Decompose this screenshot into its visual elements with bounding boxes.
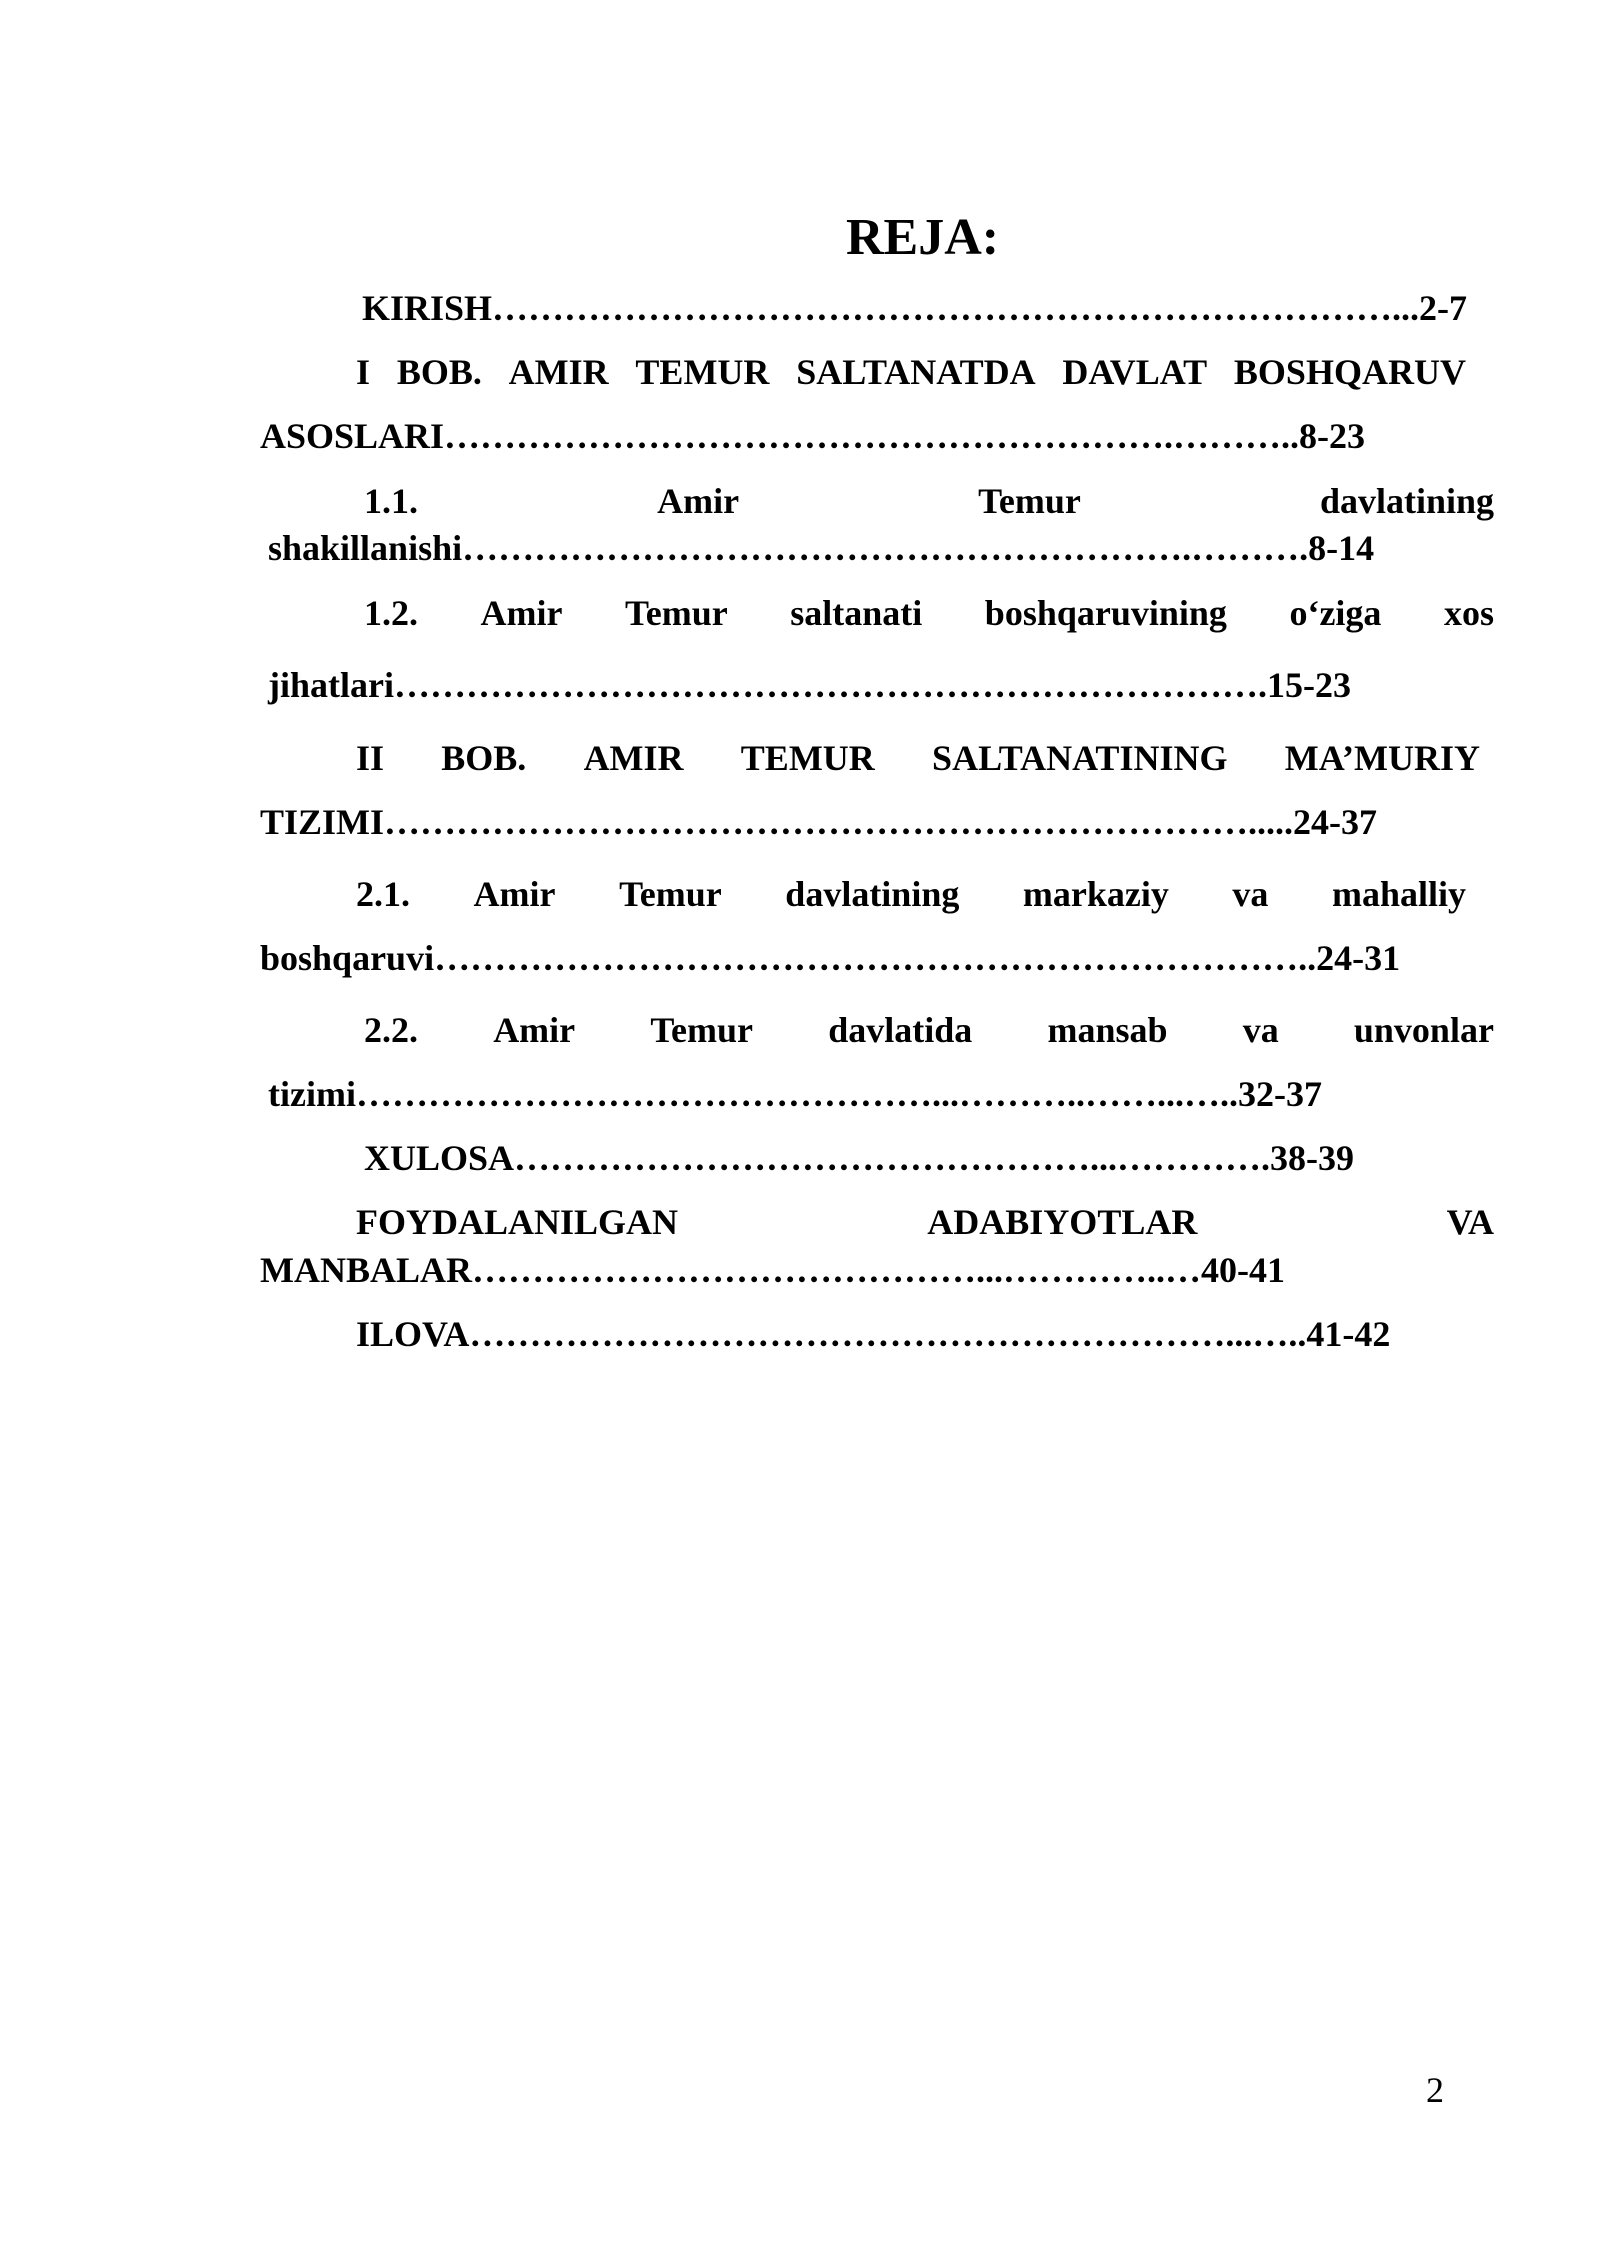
toc-word: va	[1242, 1010, 1279, 1050]
toc-word: xos	[1443, 593, 1494, 633]
toc-section-2-2-cont: tizimi…………………………………………...………..……...…..32-37	[268, 1074, 1322, 1114]
toc-word: Amir	[480, 593, 563, 633]
toc-word: DAVLAT	[1062, 352, 1208, 392]
toc-entry-foydalanilgan-cont: MANBALAR……………………………………...…………..…40-41	[260, 1250, 1285, 1290]
toc-word: AMIR	[583, 738, 684, 778]
toc-word: unvonlar	[1353, 1010, 1494, 1050]
toc-entry-foydalanilgan	[356, 1204, 1494, 1240]
toc-word: 1.1.	[364, 481, 418, 521]
toc-word: Temur	[619, 874, 722, 914]
toc-entry-xulosa: XULOSA…………………………………………...………….38-39	[364, 1138, 1355, 1178]
toc-word: markaziy	[1022, 874, 1169, 914]
toc-section-2-1-cont: boshqaruvi………………………………………………………………..24-31	[260, 938, 1401, 978]
toc-word: va	[1232, 874, 1269, 914]
toc-word: Temur	[978, 481, 1081, 521]
toc-word: 2.1.	[356, 874, 410, 914]
toc-word: mahalliy	[1331, 874, 1466, 914]
toc-word: TEMUR	[635, 352, 770, 392]
toc-word: 2.2.	[364, 1010, 418, 1050]
toc-word: AMIR	[508, 352, 609, 392]
toc-word: davlatida	[828, 1010, 973, 1050]
toc-word: FOYDALANILGAN	[356, 1202, 679, 1242]
toc-word: SALTANATDA	[796, 352, 1036, 392]
toc-word: VA	[1446, 1202, 1494, 1242]
toc-word: MA’MURIY	[1284, 738, 1480, 778]
toc-word: BOB.	[396, 352, 482, 392]
toc-chapter-1-heading	[356, 354, 1466, 390]
toc-word: Amir	[493, 1010, 576, 1050]
toc-word: II	[356, 738, 385, 778]
toc-word: Temur	[650, 1010, 754, 1050]
toc-word: davlatining	[1319, 481, 1494, 521]
toc-word: davlatining	[785, 874, 960, 914]
toc-chapter-2-cont: TIZIMI……………………………………………………………….....24-37	[260, 802, 1378, 842]
toc-word: BOB.	[441, 738, 527, 778]
toc-word: boshqaruvining	[984, 593, 1227, 633]
toc-section-1-2-cont: jihatlari……………………………………………………………….15-23	[268, 665, 1351, 705]
toc-section-1-1-cont: shakillanishi…………………………………………………….……….8-14	[268, 528, 1375, 568]
page-title: REJA:	[846, 209, 1000, 266]
toc-word: BOSHQARUV	[1233, 352, 1466, 392]
page-number: 2	[1426, 2070, 1444, 2110]
toc-word: 1.2.	[364, 593, 418, 633]
toc-section-1-2	[364, 595, 1494, 631]
toc-word: Amir	[657, 481, 740, 521]
toc-word: o‘ziga	[1289, 593, 1382, 633]
toc-word: mansab	[1047, 1010, 1168, 1050]
toc-entry-kirish: KIRISH…………………………………………………………………...2-7	[362, 288, 1468, 328]
toc-word: TEMUR	[740, 738, 875, 778]
toc-word: Temur	[625, 593, 728, 633]
toc-word: SALTANATINING	[932, 738, 1228, 778]
toc-word: Amir	[473, 874, 556, 914]
toc-section-2-1	[356, 876, 1466, 912]
toc-section-1-1	[364, 483, 1494, 519]
toc-word: I	[356, 352, 371, 392]
toc-chapter-1-cont: ASOSLARI…………………………………………………….………..8-23	[260, 416, 1366, 456]
toc-word: saltanati	[790, 593, 923, 633]
toc-entry-ilova: ILOVA………………………………………………………...…..41-42	[356, 1314, 1391, 1354]
toc-word: ADABIYOTLAR	[927, 1202, 1198, 1242]
toc-chapter-2-heading	[356, 740, 1480, 776]
toc-section-2-2	[364, 1012, 1494, 1048]
